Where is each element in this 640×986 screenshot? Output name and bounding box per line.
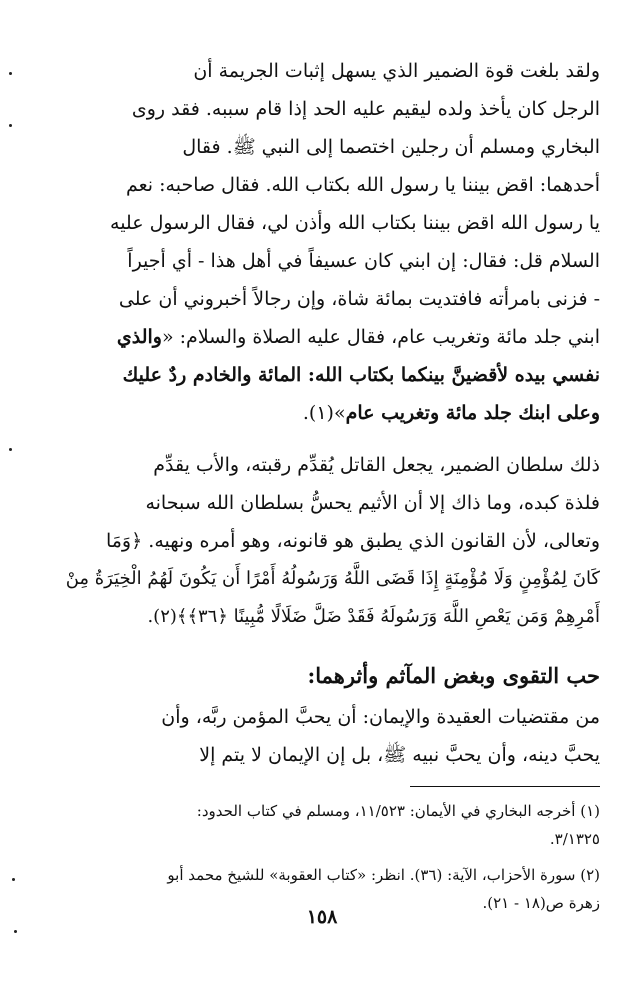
text-line: ولقد بلغت قوة الضمير الذي يسهل إثبات الجريمة أن — [193, 60, 600, 82]
scan-speck — [9, 72, 12, 75]
text-line: من مقتضيات العقيدة والإيمان: أن يحبَّ المؤمن ربَّه، وأن — [161, 706, 600, 728]
footnote-ref: »(١). — [302, 402, 346, 424]
text-line: الرجل كان يأخذ ولده ليقيم عليه الحد إذا قام سببه. فقد روى — [131, 98, 600, 120]
book-page — [44, 44, 600, 974]
page-number: ١٥٨ — [306, 906, 338, 928]
text-line: السلام قل: فقال: إن ابني كان عسيفاً في أهل هذا - أي أجيراً — [127, 250, 600, 272]
footnote-separator — [410, 786, 600, 787]
text-run: ابني جلد مائة وتغريب عام، فقال عليه الصلاة والسلام: « — [161, 326, 600, 348]
hadith-quote: نفسي بيده لأقضينَّ بينكما بكتاب الله: المائة والخادم ردٌ عليك — [122, 364, 600, 386]
hadith-quote: وعلى ابنك جلد مائة وتغريب عام — [345, 402, 600, 424]
text-line: أحدهما: اقض بيننا يا رسول الله بكتاب الله. فقال صاحبه: نعم — [126, 174, 600, 196]
text-line: وتعالى، لأن القانون الذي يطبق هو قانونه، وهو أمره ونهيه. ﴿وَمَا — [105, 530, 600, 552]
text-line: - فزنى بامرأته فافتديت بمائة شاة، وإن رجالاً أخبروني أن على — [118, 288, 600, 310]
footnote-1: (١) أخرجه البخاري في الأيمان: ١١/٥٢٣، ومسلم في كتاب الحدود: — [196, 802, 600, 820]
footnote-1-continued: ٣/١٣٢٥. — [549, 830, 600, 848]
scan-speck — [9, 124, 12, 127]
text-line: البخاري ومسلم أن رجلين اختصما إلى النبي ﷺ. فقال — [182, 136, 600, 158]
text-line: فلذة كبده، وما ذاك إلا أن الأثيم يحسُّ بسلطان الله سبحانه — [145, 492, 600, 514]
scan-speck — [14, 930, 17, 933]
text-line — [44, 394, 600, 432]
footnote-2-continued: زهرة ص(١٨ - ٢١). — [482, 894, 600, 912]
hadith-quote: والذي — [116, 326, 162, 348]
scan-speck — [12, 878, 15, 881]
text-line — [44, 318, 600, 356]
quran-verse: كَانَ لِمُؤْمِنٍ وَلَا مُؤْمِنَةٍ إِذَا قَضَى اللَّهُ وَرَسُولُهُ أَمْرًا أَن يَكُونَ لَهُمُ الْخِيَرَةُ مِنْ — [65, 568, 600, 589]
quran-verse: أَمْرِهِمْ وَمَن يَعْصِ اللَّهَ وَرَسُولَهُ فَقَدْ ضَلَّ ضَلَالًا مُّبِينًا ﴿٣٦﴾﴾(٢). — [147, 606, 600, 627]
footnote-2: (٢) سورة الأحزاب، الآية: (٣٦). انظر: «كتاب العقوبة» للشيخ محمد أبو — [167, 866, 600, 884]
scan-speck — [9, 448, 12, 451]
section-heading: حب التقوى وبغض المآثم وأثرهما: — [307, 663, 600, 688]
text-line: يحبَّ دينه، وأن يحبَّ نبيه ﷺ، بل إن الإيمان لا يتم إلا — [199, 744, 600, 766]
text-line: ذلك سلطان الضمير، يجعل القاتل يُقدِّم رقبته، والأب يقدِّم — [153, 454, 600, 476]
text-line: يا رسول الله اقض بيننا بكتاب الله وأذن لي، فقال الرسول عليه — [110, 212, 600, 234]
